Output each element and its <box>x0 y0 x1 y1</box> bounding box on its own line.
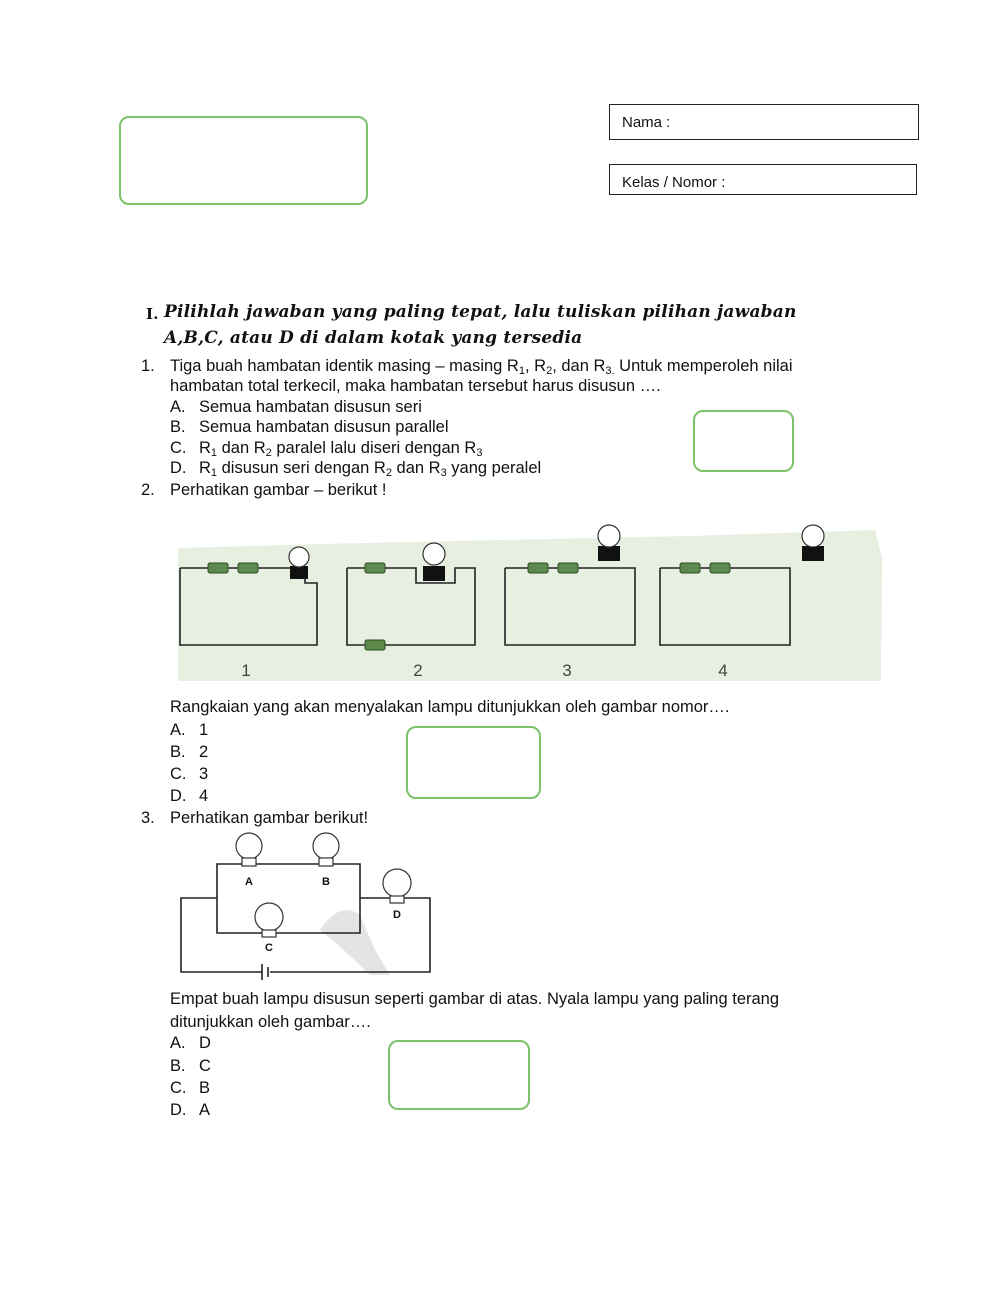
q1-option-c: $R_1$ dan $R_2$ paralel lalu diseri dengan $R_3$ <box>199 439 483 459</box>
q1-option-c-letter: C. <box>170 439 187 457</box>
figure-label-2: 2 <box>413 661 423 680</box>
q1-option-b-letter: B. <box>170 418 186 436</box>
q2-question: Rangkaian yang akan menyalakan lampu ditunjukkan oleh gambar nomor…. <box>170 698 730 716</box>
section-instruction-line2: A,B,C, atau D di dalam kotak yang tersedia <box>164 328 583 348</box>
q3-option-b: C <box>199 1057 211 1075</box>
lamp-label-a: A <box>245 876 253 888</box>
q2-option-a: 1 <box>199 721 209 739</box>
name-field[interactable] <box>609 104 919 140</box>
q3-option-d-letter: D. <box>170 1101 187 1119</box>
q2-number: 2. <box>141 481 155 499</box>
q1-option-a-letter: A. <box>170 398 186 416</box>
lamp-label-b: B <box>322 876 330 888</box>
q1-answer-box[interactable] <box>693 410 794 472</box>
q1-option-d-letter: D. <box>170 459 187 477</box>
q1-option-a: Semua hambatan disusun seri <box>199 398 422 416</box>
q3-option-d: A <box>199 1101 211 1119</box>
q2-option-c-letter: C. <box>170 765 187 783</box>
q3-prompt: Perhatikan gambar berikut! <box>170 809 369 827</box>
q1-option-d: $R_1$ disusun seri dengan $R_2$ dan $R_3$ yang peralel <box>199 459 542 479</box>
class-number-label: Kelas / Nomor : <box>622 174 726 191</box>
q1-line1: Tiga buah hambatan identik masing – masing $R_1$, $R_2$, dan $R_{3.}$ Untuk memperoleh nilai <box>170 357 793 377</box>
q1-number: 1. <box>141 357 155 375</box>
figure-label-4: 4 <box>718 661 728 680</box>
figure-label-1: 1 <box>241 661 251 680</box>
q2-option-c: 3 <box>199 765 209 783</box>
q3-question-line1: Empat buah lampu disusun seperti gambar di atas. Nyala lampu yang paling terang <box>170 990 780 1008</box>
q3-question-line2: ditunjukkan oleh gambar…. <box>170 1013 371 1031</box>
q3-option-c: B <box>199 1079 211 1097</box>
section-instruction-line1: Pilihlah jawaban yang paling tepat, lalu tuliskan pilihan jawaban <box>164 302 797 322</box>
q3-option-a: D <box>199 1034 211 1052</box>
class-number-field[interactable] <box>609 164 917 195</box>
lamp-label-c: C <box>265 942 273 954</box>
section-number: I. <box>146 305 159 323</box>
lamp-label-d: D <box>393 909 401 921</box>
figure-background <box>178 530 882 681</box>
q2-prompt: Perhatikan gambar – berikut ! <box>170 481 387 499</box>
score-box[interactable] <box>119 116 368 205</box>
q3-option-c-letter: C. <box>170 1079 187 1097</box>
q1-line2: hambatan total terkecil, maka hambatan tersebut harus disusun …. <box>170 377 661 395</box>
name-label: Nama : <box>622 113 671 131</box>
q3-circuit-figure <box>170 830 440 980</box>
q2-option-b: 2 <box>199 743 209 761</box>
q2-option-d: 4 <box>199 787 209 805</box>
q2-option-a-letter: A. <box>170 721 186 739</box>
q3-option-b-letter: B. <box>170 1057 186 1075</box>
q3-number: 3. <box>141 809 155 827</box>
q2-option-b-letter: B. <box>170 743 186 761</box>
q2-answer-box[interactable] <box>406 726 541 799</box>
q3-option-a-letter: A. <box>170 1034 186 1052</box>
q3-answer-box[interactable] <box>388 1040 530 1110</box>
q2-option-d-letter: D. <box>170 787 187 805</box>
figure-label-3: 3 <box>562 661 572 680</box>
q1-option-b: Semua hambatan disusun parallel <box>199 418 449 436</box>
q2-circuit-figure <box>170 518 885 684</box>
